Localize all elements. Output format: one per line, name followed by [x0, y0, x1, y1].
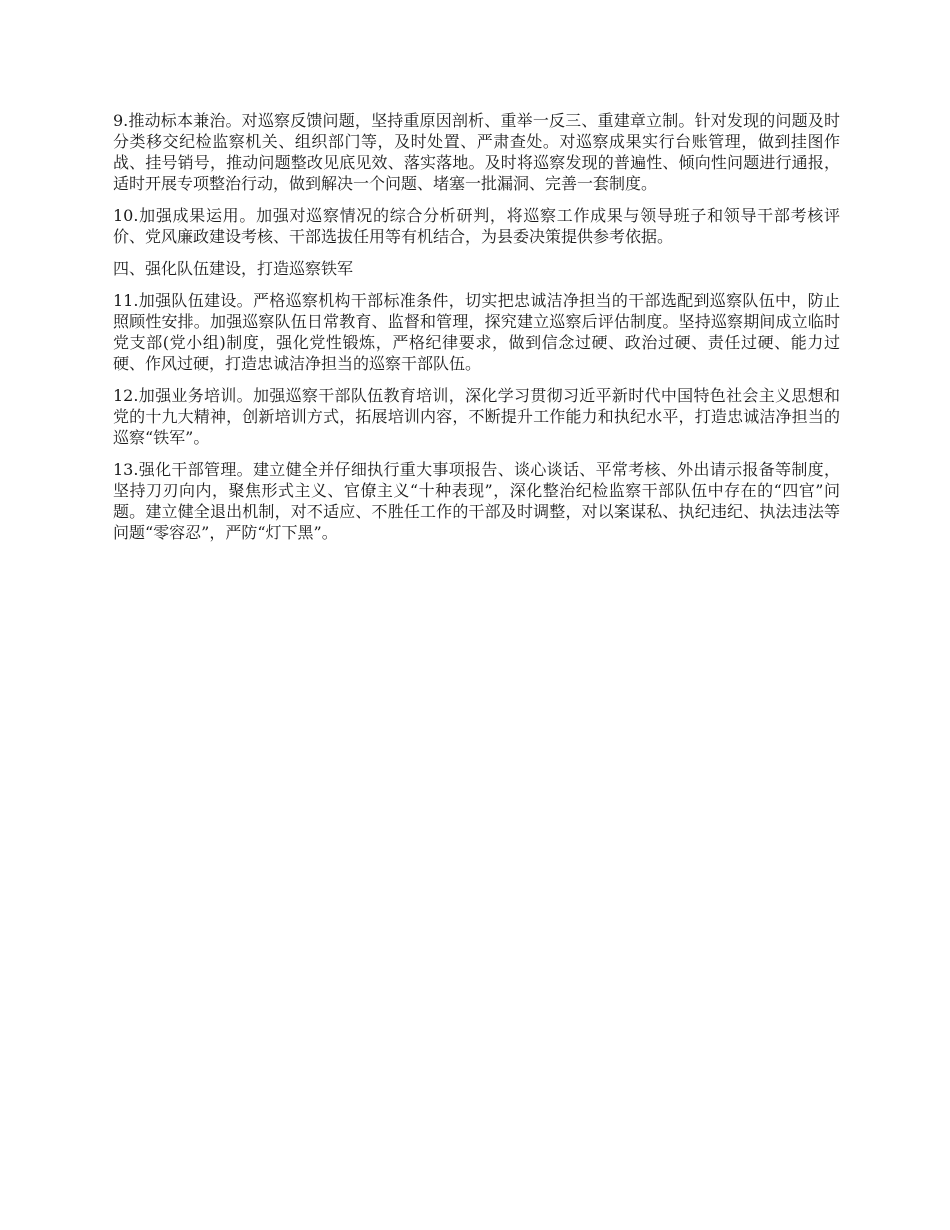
document-body — [113, 110, 840, 554]
paragraph-10: 10.加强成果运用。加强对巡察情况的综合分析研判，将巡察工作成果与领导班子和领导干部考核评价、党风廉政建设考核、干部选拔任用等有机结合，为县委决策提供参考依据。 — [113, 206, 840, 246]
paragraph-11: 11.加强队伍建设。严格巡察机构干部标准条件，切实把忠诚洁净担当的干部选配到巡察队伍中，防止照顾性安排。加强巡察队伍日常教育、监督和管理，探究建立巡察后评估制度。坚持巡察期间成立临时党支部(党小组)制度，强化党性锻炼，严格纪律要求，做到信念过硬、政治过硬、责任过硬、能力过硬、作风过硬，打造忠诚洁净担当的巡察干部队伍。 — [113, 291, 840, 373]
section-heading-4: 四、强化队伍建设，打造巡察铁军 — [113, 259, 354, 278]
paragraph-9: 9.推动标本兼治。对巡察反馈问题，坚持重原因剖析、重举一反三、重建章立制。针对发现的问题及时分类移交纪检监察机关、组织部门等，及时处置、严肃查处。对巡察成果实行台账管理，做到挂图作战、挂号销号，推动问题整改见底见效、落实落地。及时将巡察发现的普遍性、倾向性问题进行通报，适时开展专项整治行动，做到解决一个问题、堵塞一批漏洞、完善一套制度。 — [113, 111, 840, 193]
paragraph-12: 12.加强业务培训。加强巡察干部队伍教育培训，深化学习贯彻习近平新时代中国特色社会主义思想和党的十九大精神，创新培训方式，拓展培训内容，不断提升工作能力和执纪水平，打造忠诚洁净担当的巡察“铁军”。 — [113, 386, 840, 447]
paragraph-13: 13.强化干部管理。建立健全并仔细执行重大事项报告、谈心谈话、平常考核、外出请示报备等制度，坚持刀刃向内，聚焦形式主义、官僚主义“十种表现”，深化整治纪检监察干部队伍中存在的“四官”问题。建立健全退出机制，对不适应、不胜任工作的干部及时调整，对以案谋私、执纪违纪、执法违法等问题“零容忍”，严防“灯下黑”。 — [113, 460, 840, 542]
